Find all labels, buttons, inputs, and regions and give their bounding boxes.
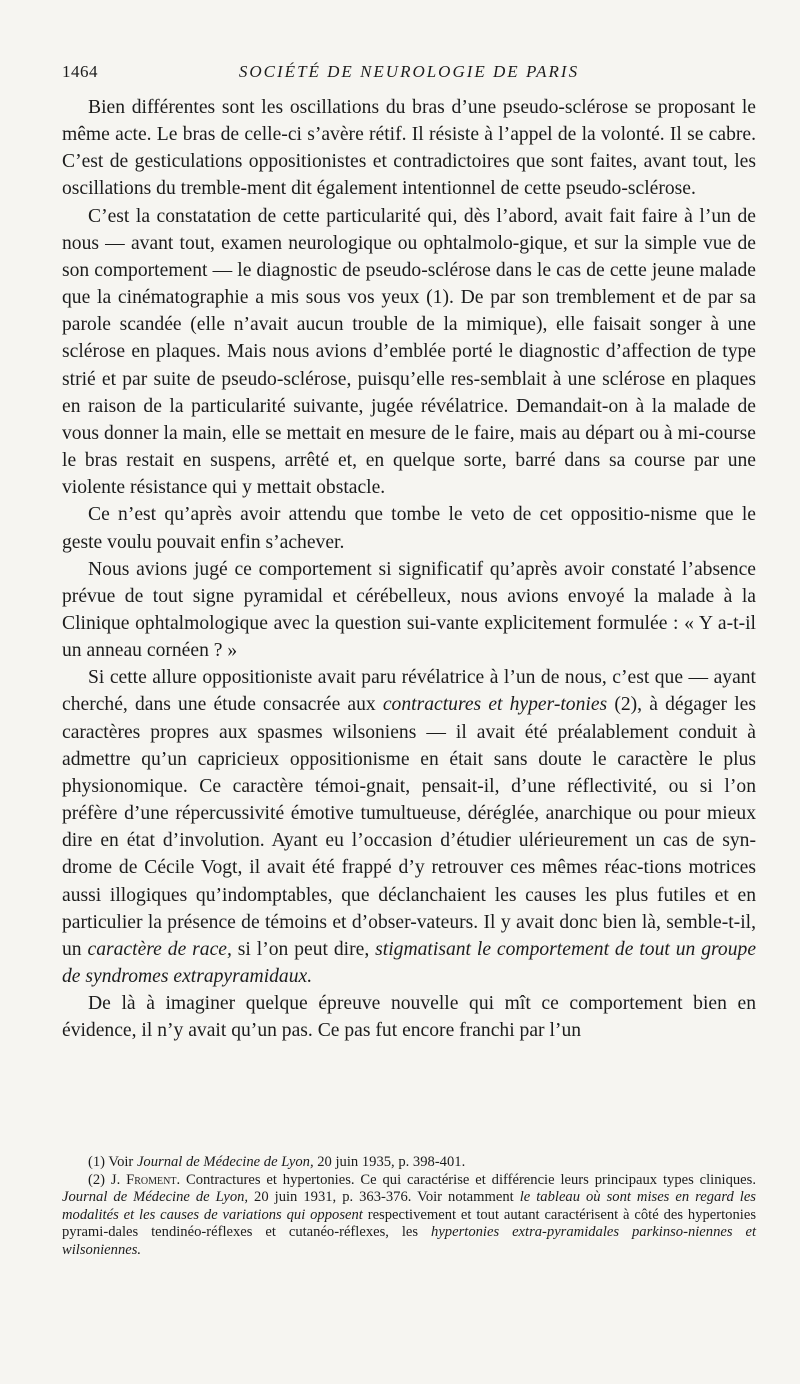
page-content [62,58,756,1044]
running-title: SOCIÉTÉ DE NEUROLOGIE DE PARIS [238,62,580,81]
paragraph-5-text-b: (2), à dégager les caractères propres aux spasmes wilsoniens — il avait été préalablement conduit à admettre qu’un capricieux oppositionisme en était sans doute le caractère le plus physionomique. Ce caractère témoi-gnait, pensait-il, d’une réflectivité, ou si l’on préfère d’une répercussivité émotive tumultueuse, déréglée, anarchique ou pour mieux dire en état d’involution. Ayant eu l’occasion d’étudier ulérieurement un cas de syn-drome de Cécile Vogt, il avait été frappé d’y retrouver ces mêmes réac-tions motrices aussi illogiques qu’indomptables, que déclanchaient les causes les plus futiles et en particulier la présence de témoins et d’obser-vateurs. Il y avait donc bien là, semble-t-il, un [62,694,756,960]
body-text [62,94,756,1044]
paragraph-4: Nous avions jugé ce comportement si significatif qu’après avoir constaté l’absence prévue de tout signe pyramidal et cérébelleux, nous avions envoyé la malade à la Clinique ophtalmologique avec la question sui-vante explicitement formulée : « Y a-t-il un anneau cornéen ? » [62,558,756,662]
footnote-1-journal: Journal de Médecine de Lyon, [136,1154,314,1170]
footnote-2-italic-c: hypertonies extra-pyramidales parkinso-niennes et wilsoniennes. [62,1224,757,1258]
footnote-2 [62,1172,756,1260]
footnotes [62,1154,756,1260]
paragraph-1: Bien différentes sont les oscillations du bras d’une pseudo-sclérose se proposant le même acte. Le bras de celle-ci s’avère rétif. Il résiste à l’appel de la volonté. Il se cabre. C’est de gesticulations oppositionistes et contradictoires que sont faites, avant tout, les oscillations du tremble-ment dit également intentionnel de cette pseudo-sclérose. [62,97,756,200]
footnote-2-text-c: respectivement et tout autant caractérisent à côté des hypertonies pyrami-dales tendinéo-réflexes et cutanéo-réflexes, les [62,1206,756,1241]
paragraph-5-italic-b: caractère de race, [87,938,232,960]
footnote-2-journal: Journal de Médecine de Lyon, [62,1189,249,1206]
paragraph-5-text-a: Si cette allure oppositioniste avait paru révélatrice à l’un de nous, c’est que — ayant cherché, dans une étude consacrée aux [62,667,756,716]
paragraph-6: De là à imaginer quelque épreuve nouvelle qui mît ce comportement bien en évidence, il n’y avait qu’un pas. Ce pas fut encore franchi par l’un [62,993,756,1042]
footnote-2-text-b: 20 juin 1931, p. 363-376. Voir notamment [248,1189,520,1206]
footnote-2-author: J. Froment. [110,1171,181,1188]
footnote-2-italic-b: le tableau où sont mises en regard les modalités et les causes de variations qui opposent [62,1189,756,1223]
page-header [62,58,756,88]
paragraph-5 [62,664,756,990]
footnote-2-text-a: Contractures et hypertonies. Ce qui caractérise et différencie leurs principaux types cliniques. [180,1171,756,1188]
page-number: 1464 [62,62,98,81]
paragraph-5-text-c: si l’on peut dire, [231,938,376,960]
paragraph-5-italic-c: stigmatisant le comportement de tout un groupe de syndromes extrapyramidaux. [62,938,757,987]
footnote-1-marker: (1) [88,1154,106,1170]
paragraph-3: Ce n’est qu’après avoir attendu que tombe le veto de cet oppositio-nisme que le geste voulu pouvait enfin s’achever. [62,504,756,553]
paragraph-5-italic-a: contractures et hyper-tonies [382,694,608,716]
footnote-2-marker: (2) [88,1171,106,1188]
paragraph-2: C’est la constatation de cette particularité qui, dès l’abord, avait fait faire à l’un de nous — avant tout, examen neurologique ou ophtalmolo-gique, et sur la simple vue de son comportement — le diagnostic de pseudo-sclérose dans le cas de cette jeune malade que la cinématographie a mis sous vos yeux (1). De par son tremblement et de par sa parole scandée (elle n’avait aucun trouble de la mimique), elle faisait songer à une sclérose en plaques. Mais nous avions d’emblée porté le diagnostic d’affection de type strié et par suite de pseudo-sclérose, puisqu’elle res-semblait à une sclérose en plaques en raison de la particularité suivante, jugée révélatrice. Demandait-on à la malade de vous donner la main, elle se mettait en mesure de le faire, mais au départ ou à mi-course le bras restait en suspens, arrêté et, en quelque sorte, barré dans sa course par une violente résistance qui y mettait obstacle. [62,205,756,499]
footnote-1-text-a: Voir [105,1154,137,1170]
footnote-1 [62,1154,756,1172]
footnote-1-text-b: 20 juin 1935, p. 398-401. [313,1154,466,1170]
